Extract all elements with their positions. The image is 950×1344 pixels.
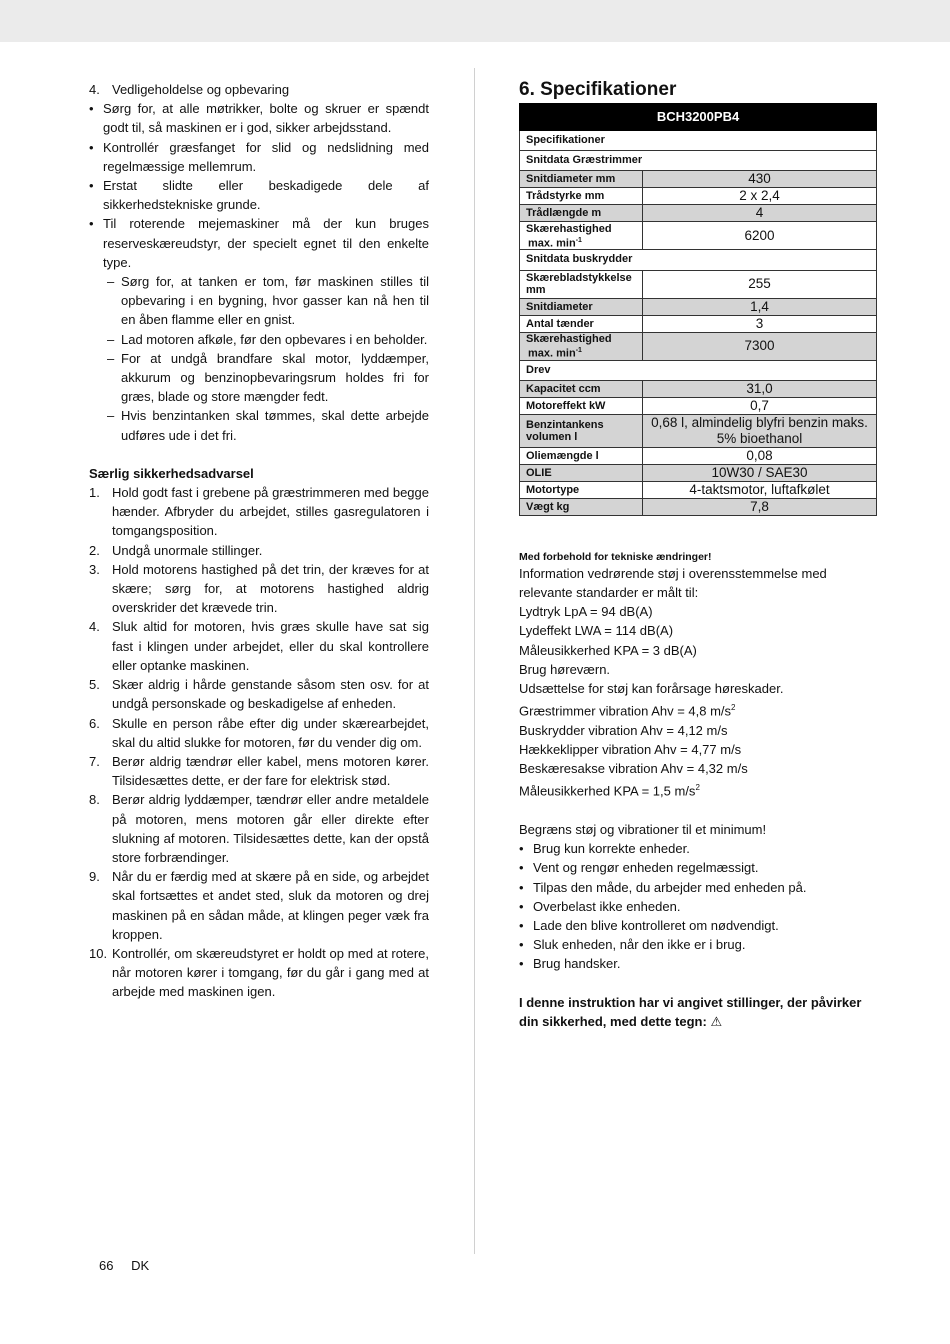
list-marker: 5. xyxy=(89,677,100,693)
vibration-line: Buskrydder vibration Ahv = 4,12 m/s xyxy=(519,722,728,738)
list-marker: • xyxy=(89,216,94,232)
safety-item xyxy=(89,675,429,713)
list-text: Til roterende mejemaskiner må der kun bruges reserveskæreudstyr, der specielt egnet til den enkelte type. xyxy=(103,216,429,270)
spec-label: Vægt kg xyxy=(520,498,643,515)
spec-row xyxy=(520,131,877,151)
list-item xyxy=(89,214,429,272)
list-marker: • xyxy=(519,841,524,857)
list-text: Sluk altid for motoren, hvis græs skulle have sat sig fast i klingen under arbejdet, eller du skal kontrollere eller optanke maskinen. xyxy=(112,619,429,673)
reduce-item xyxy=(519,878,876,897)
list-item xyxy=(89,138,429,176)
list-marker: – xyxy=(107,331,115,347)
safety-list xyxy=(89,483,429,1001)
safety-item xyxy=(89,944,429,1002)
spec-row xyxy=(520,298,877,315)
spec-label: OLIE xyxy=(520,464,643,481)
vibration-line: Beskæresakse vibration Ahv = 4,32 m/s xyxy=(519,761,748,777)
list-text: Lad motoren afkøle, før den opbevares i en beholder. xyxy=(121,331,428,347)
right-column xyxy=(519,78,876,1031)
reduce-item xyxy=(519,897,876,916)
safety-item xyxy=(89,541,429,560)
warning-note xyxy=(519,993,876,1031)
list-marker: 6. xyxy=(89,715,100,731)
list-item xyxy=(89,80,429,99)
info-line: Udsættelse for støj kan forårsage høreskader. xyxy=(519,681,784,697)
spec-title: 6. Specifikationer xyxy=(519,79,677,100)
model-header: BCH3200PB4 xyxy=(520,104,877,131)
safety-item xyxy=(89,714,429,752)
info-line: Lydtryk LpA = 94 dB(A) xyxy=(519,604,653,620)
safety-item xyxy=(89,867,429,944)
list-text: Vedligeholdelse og opbevaring xyxy=(112,82,290,97)
spec-row xyxy=(520,270,877,298)
list-text: Hold motorens hastighed på det trin, der kræves for at skære; sørg for, at motorens hastighed aldrig overskrider det krævede trin. xyxy=(112,561,429,616)
safety-item xyxy=(89,752,429,790)
list-marker: 3. xyxy=(89,561,100,577)
list-text: Skær aldrig i hårde genstande såsom sten osv. for at undgå personskade og beskadigelse af enheden. xyxy=(112,677,429,712)
vibration-line: Græstrimmer vibration Ahv = 4,8 $m/s^2$ xyxy=(519,703,736,719)
list-marker: 4. xyxy=(89,619,100,635)
info-line: Brug høreværn. xyxy=(519,661,611,677)
list-marker: • xyxy=(519,860,524,876)
list-item xyxy=(89,349,429,407)
reduce-item xyxy=(519,839,876,858)
spec-label: Skærehastighed max. $\min^{-1}$ xyxy=(520,222,643,250)
safety-item xyxy=(89,560,429,618)
spec-value: 10W30 / SAE30 xyxy=(643,464,877,481)
spec-label: Oliemængde l xyxy=(520,447,643,464)
spec-row xyxy=(520,188,877,205)
spec-value: 6200 xyxy=(643,222,877,250)
spec-label: Trådlængde m xyxy=(520,205,643,222)
language-code: DK xyxy=(131,1258,150,1273)
spec-row xyxy=(520,464,877,481)
list-text: Erstat slidte eller beskadigede dele af sikkerhedstekniske grunde. xyxy=(103,178,429,213)
spec-row xyxy=(520,360,877,380)
list-item xyxy=(89,99,429,137)
list-marker: • xyxy=(519,937,524,953)
spec-row xyxy=(520,222,877,250)
spec-label: Benzintankens volumen l xyxy=(520,414,643,447)
list-text: Hvis benzintanken skal tømmes, skal dette arbejde udføres ude i det fri. xyxy=(121,408,429,443)
list-item xyxy=(89,176,429,214)
spec-value: 4 xyxy=(643,205,877,222)
list-text: Tilpas den måde, du arbejder med enheden på. xyxy=(533,879,807,895)
reduce-list xyxy=(519,839,876,973)
safety-item xyxy=(89,617,429,675)
list-text: Lade den blive kontrolleret om nødvendigt. xyxy=(533,917,779,933)
spec-table xyxy=(519,103,877,516)
safety-item xyxy=(89,790,429,867)
list-text: Vent og rengør enheden regelmæssigt. xyxy=(533,860,759,876)
spec-row xyxy=(520,498,877,515)
reduce-item xyxy=(519,858,876,877)
spec-label: Trådstyrke mm xyxy=(520,188,643,205)
list-text: Overbelast ikke enheden. xyxy=(533,898,681,914)
spec-section-label: Specifikationer xyxy=(520,131,877,151)
spec-value: 0,68 l, almindelig blyfri benzin maks. 5% bioethanol xyxy=(643,414,877,447)
spec-row xyxy=(520,397,877,414)
list-marker: • xyxy=(519,898,524,914)
reduce-item xyxy=(519,935,876,954)
list-marker: 10. xyxy=(89,945,108,961)
spec-row xyxy=(520,151,877,171)
reduce-heading: Begræns støj og vibrationer til et minimum! xyxy=(519,821,767,837)
spec-row xyxy=(520,171,877,188)
maintenance-list xyxy=(89,80,429,445)
list-text: Brug handsker. xyxy=(533,956,621,972)
spec-row xyxy=(520,332,877,360)
reduce-item xyxy=(519,916,876,935)
technical-changes-note: Med forbehold for tekniske ændringer! xyxy=(519,550,712,563)
warning-triangle-icon: ⚠ xyxy=(710,1013,723,1029)
spec-label: Motoreffekt kW xyxy=(520,397,643,414)
list-marker: • xyxy=(519,879,524,895)
spec-value: 31,0 xyxy=(643,380,877,397)
list-marker: 7. xyxy=(89,753,100,769)
list-text: Berør aldrig lyddæmper, tændrør eller andre metaldele på motoren, mens motoren går eller direkte efter slukning af motoren. Tilsidesættes dette, kan der opstå store forbrændinger. xyxy=(112,792,429,865)
spec-section-label: Snitdata buskrydder xyxy=(520,250,877,270)
list-marker: • xyxy=(519,917,524,933)
list-marker: 2. xyxy=(89,542,100,558)
spec-section-label: Snitdata Græstrimmer xyxy=(520,151,877,171)
list-marker: 8. xyxy=(89,792,100,808)
spec-value: 1,4 xyxy=(643,298,877,315)
list-text: Undgå unormale stillinger. xyxy=(112,542,263,558)
list-text: Kontrollér græsfanget for slid og nedslidning med regelmæssige mellemrum. xyxy=(103,139,429,174)
spec-value: 3 xyxy=(643,315,877,332)
spec-value: 7,8 xyxy=(643,498,877,515)
page-number: 66 xyxy=(99,1258,114,1273)
vibration-line: Måleusikkerhed KPA = 1,5 $m/s^2$ xyxy=(519,783,700,799)
spec-label: Snitdiameter mm xyxy=(520,171,643,188)
list-marker: – xyxy=(107,274,115,290)
list-marker: • xyxy=(89,139,94,155)
list-text: Brug kun korrekte enheder. xyxy=(533,841,690,857)
list-text: Berør aldrig tændrør eller kabel, mens motoren kører. Tilsidesættes dette, er der fare for elektrisk stød. xyxy=(112,753,429,789)
vibration-info xyxy=(519,698,876,801)
list-item xyxy=(89,272,429,330)
left-column xyxy=(89,80,429,1002)
list-text: Sørg for, at tanken er tom, før maskinen stilles til opbevaring i en bygning, hvor gasser kan nå hen til en åben flamme eller en gnist. xyxy=(121,274,429,328)
list-item xyxy=(89,406,429,444)
warning-text: I denne instruktion har vi angivet stillinger, der påvirker din sikkerhed, med dette tegn: xyxy=(519,994,862,1029)
list-marker: • xyxy=(519,956,524,972)
spec-row xyxy=(520,414,877,447)
spec-label: Snitdiameter xyxy=(520,298,643,315)
page-footer xyxy=(99,1258,163,1273)
spec-value: 0,7 xyxy=(643,397,877,414)
list-marker: 4. xyxy=(89,82,100,97)
list-text: Sørg for, at alle møtrikker, bolte og skruer er spændt godt til, så maskinen er i god, sikker arbejdsstand. xyxy=(103,101,429,136)
spec-value: 255 xyxy=(643,270,877,298)
info-line: Information vedrørende støj i overensstemmelse med relevante standarder er målt til: xyxy=(519,565,827,601)
spec-row xyxy=(520,315,877,332)
info-line: Lydeffekt LWA = 114 dB(A) xyxy=(519,623,674,639)
spec-label: Antal tænder xyxy=(520,315,643,332)
list-text: Hold godt fast i grebene på græstrimmeren med begge hænder. Afbryder du arbejdet, stilles gasregulatoren i tomgangsposition. xyxy=(112,485,429,539)
spec-label: Kapacitet ccm xyxy=(520,380,643,397)
spec-row xyxy=(520,250,877,270)
list-marker: • xyxy=(89,101,94,117)
top-band xyxy=(0,0,950,42)
list-text: Skulle en person råbe efter dig under skærearbejdet, skal du altid slukke for motoren, før du vender dig om. xyxy=(112,715,429,750)
spec-label: Motortype xyxy=(520,481,643,498)
list-text: Sluk enheden, når den ikke er i brug. xyxy=(533,937,746,953)
list-text: Kontrollér, om skæreudstyret er holdt op med at rotere, når motoren kører i tomgang, før du går i gang med at arbejde med maskinen igen. xyxy=(112,945,429,1000)
list-text: For at undgå brandfare skal motor, lyddæmper, akkurum og benzinopbevaringsrum holdes fri for græs, blade og store mængder fedt. xyxy=(121,350,429,405)
spec-value: 2 x 2,4 xyxy=(643,188,877,205)
spec-row xyxy=(520,447,877,464)
spec-label: Skærebladstykkelse mm xyxy=(520,270,643,298)
column-divider xyxy=(474,68,475,1254)
spec-row xyxy=(520,380,877,397)
info-line: Måleusikkerhed KPA = 3 dB(A) xyxy=(519,642,697,658)
spec-value: 4-taktsmotor, luftafkølet xyxy=(643,481,877,498)
noise-info xyxy=(519,564,876,698)
vibration-line: Hækkeklipper vibration Ahv = 4,77 m/s xyxy=(519,741,742,757)
spec-value: 0,08 xyxy=(643,447,877,464)
spec-value: 7300 xyxy=(643,332,877,360)
list-marker: 9. xyxy=(89,869,100,885)
list-marker: • xyxy=(89,178,94,194)
spec-label: Skærehastighed max. $\min^{-1}$ xyxy=(520,332,643,360)
list-marker: 1. xyxy=(89,485,100,501)
safety-heading: Særlig sikkerhedsadvarsel xyxy=(89,465,254,481)
spec-row xyxy=(520,481,877,498)
safety-item xyxy=(89,483,429,541)
spec-row xyxy=(520,205,877,222)
list-marker: – xyxy=(107,350,115,366)
spec-value: 430 xyxy=(643,171,877,188)
reduce-item xyxy=(519,954,876,973)
spec-section-label: Drev xyxy=(520,360,877,380)
list-text: Når du er færdig med at skære på en side, og arbejdet skal fortsættes et andet sted, sluk da motoren og drej maskinen på en sådan måde, at klingen peger væk fra kroppen. xyxy=(112,869,429,942)
list-marker: – xyxy=(107,408,115,424)
list-item xyxy=(89,330,429,349)
